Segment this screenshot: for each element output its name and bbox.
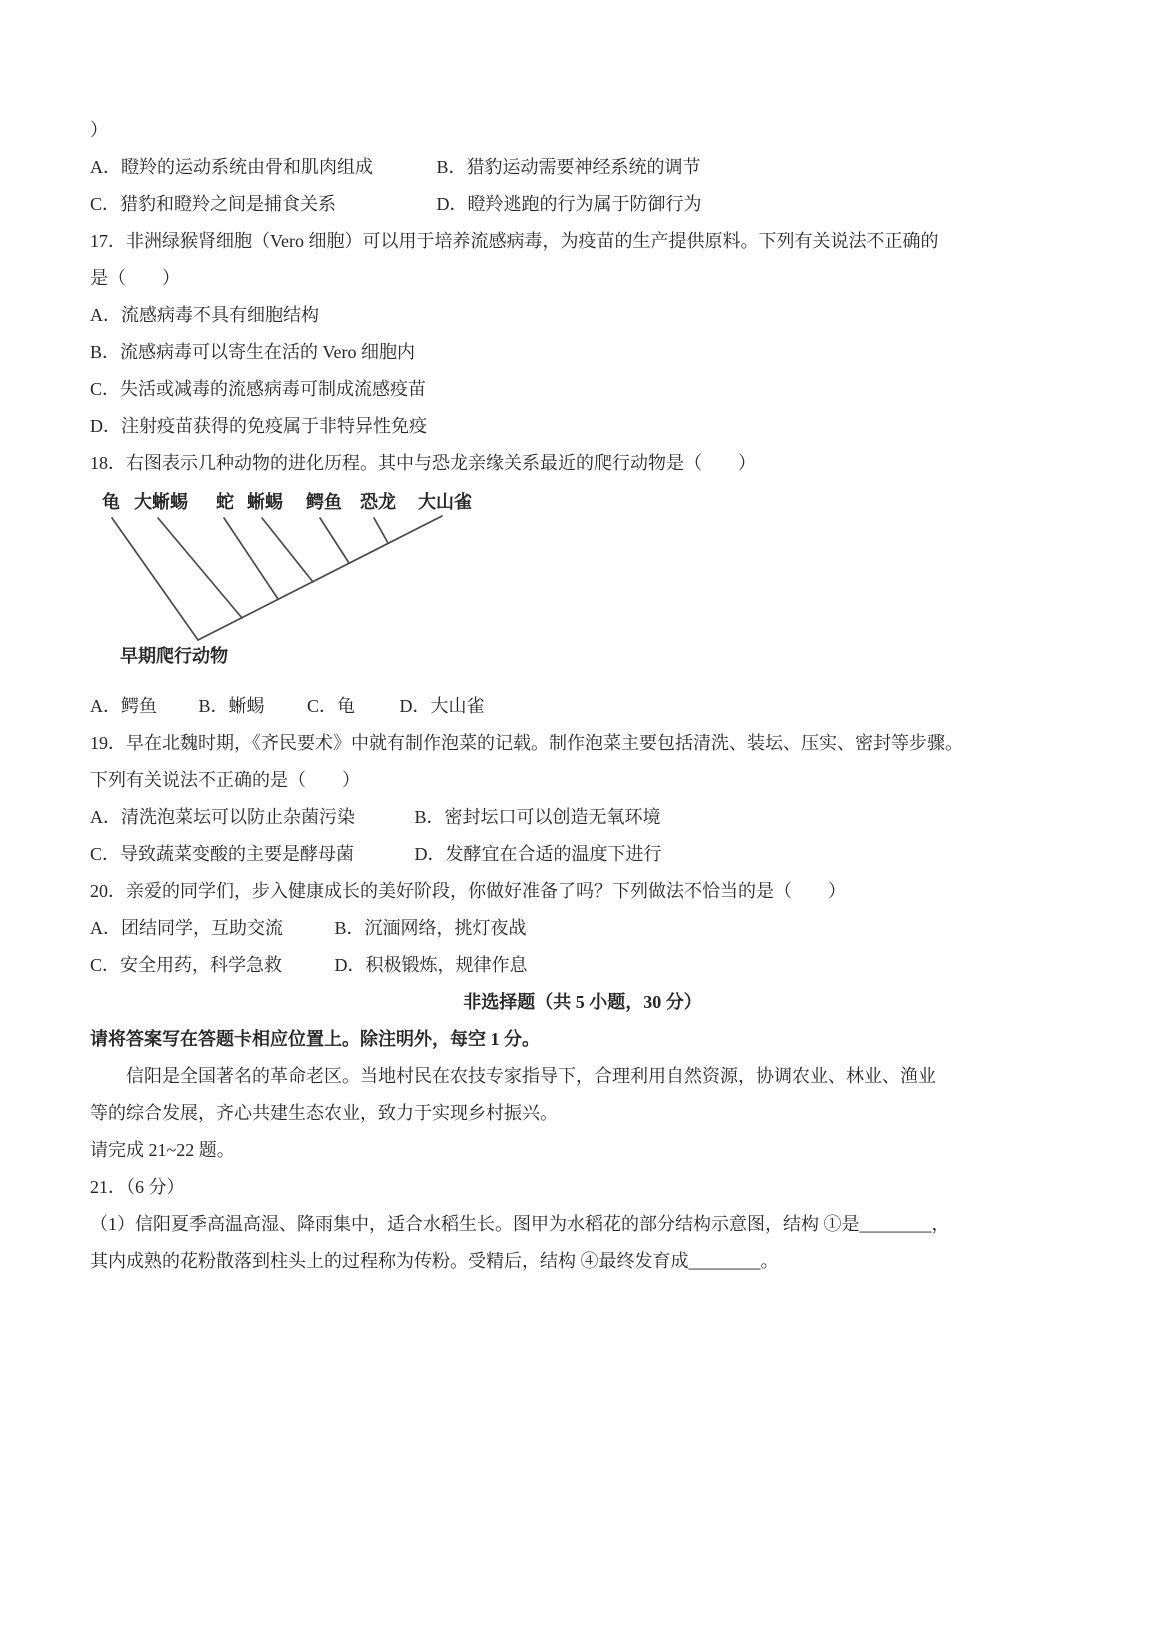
question-16-option-b: B．猎豹运动需要神经系统的调节 xyxy=(436,157,701,177)
question-19-options-ab xyxy=(90,799,1075,836)
exam-content xyxy=(90,112,1075,1280)
question-17-option-c: C．失活或减毒的流感病毒可制成流感疫苗 xyxy=(90,379,427,399)
question-18-option-c: C．龟 xyxy=(307,696,356,716)
question-21-head: 21．（6 分） xyxy=(90,1177,185,1197)
question-19-option-a: A．清洗泡菜坛可以防止杂菌污染 xyxy=(90,807,355,827)
phylogenetic-tree-figure xyxy=(90,488,550,684)
question-16-option-d: D．瞪羚逃跑的行为属于防御行为 xyxy=(436,194,702,214)
question-19-option-c: C．导致蔬菜变酸的主要是酵母菌 xyxy=(90,844,355,864)
question-20-stem: 20．亲爱的同学们，步入健康成长的美好阶段，你做好准备了吗？下列做法不恰当的是（ ） xyxy=(90,881,846,901)
question-16-tail-paren: ） xyxy=(90,120,108,140)
tree-taxon-crocodile: 鳄鱼 xyxy=(306,492,342,512)
question-16-options-ab xyxy=(90,149,1075,186)
question-21-line1: （1）信阳夏季高温高湿、降雨集中，适合水稻生长。图甲为水稻花的部分结构示意图，结构 ①是________， xyxy=(90,1214,950,1234)
question-19-stem-line1: 19．早在北魏时期，《齐民要术》中就有制作泡菜的记载。制作泡菜主要包括清洗、装坛、压实、密封等步骤。 xyxy=(90,733,963,753)
section-2-title: 非选择题（共 5 小题，30 分） xyxy=(463,992,702,1012)
question-20-option-d: D．积极锻炼，规律作息 xyxy=(334,955,528,975)
question-20-option-a: A．团结同学，互助交流 xyxy=(90,918,283,938)
question-19-options-cd xyxy=(90,836,1075,873)
passage-line-3: 请完成 21~22 题。 xyxy=(90,1140,235,1160)
question-16-option-c: C．猎豹和瞪羚之间是捕食关系 xyxy=(90,194,337,214)
question-19-option-d: D．发酵宜在合适的温度下进行 xyxy=(414,844,662,864)
question-20-option-c: C．安全用药，科学急救 xyxy=(90,955,283,975)
tree-taxon-dinosaur: 恐龙 xyxy=(360,492,396,512)
question-17-option-a: A．流感病毒不具有细胞结构 xyxy=(90,305,319,325)
question-17-option-d: D．注射疫苗获得的免疫属于非特异性免疫 xyxy=(90,416,427,436)
question-18-option-d: D．大山雀 xyxy=(399,696,485,716)
passage-line-1: 信阳是全国著名的革命老区。当地村民在农技专家指导下，合理利用自然资源，协调农业、林业、渔业 xyxy=(126,1066,936,1086)
question-18-option-b: B．蜥蜴 xyxy=(198,696,265,716)
question-17-stem-line1: 17．非洲绿猴肾细胞（Vero 细胞）可以用于培养流感病毒，为疫苗的生产提供原料。下列有关说法不正确的 xyxy=(90,231,939,251)
question-16-options-cd xyxy=(90,186,1075,223)
question-20-options-ab xyxy=(90,910,1075,947)
question-18-stem: 18．右图表示几种动物的进化历程。其中与恐龙亲缘关系最近的爬行动物是（ ） xyxy=(90,453,756,473)
section-2-note: 请将答案写在答题卡相应位置上。除注明外，每空 1 分。 xyxy=(90,1029,540,1049)
tree-taxon-great-tit: 大山雀 xyxy=(418,492,472,512)
question-17-option-b: B．流感病毒可以寄生在活的 Vero 细胞内 xyxy=(90,342,415,362)
question-20-option-b: B．沉湎网络，挑灯夜战 xyxy=(334,918,527,938)
question-21-line2: 其内成熟的花粉散落到柱头上的过程称为传粉。受精后，结构 ④最终发育成________。 xyxy=(90,1251,779,1271)
passage-line-2: 等的综合发展，齐心共建生态农业，致力于实现乡村振兴。 xyxy=(90,1103,558,1123)
question-20-options-cd xyxy=(90,947,1075,984)
question-19-stem-line2: 下列有关说法不正确的是（ ） xyxy=(90,770,360,790)
question-18-option-a: A．鳄鱼 xyxy=(90,696,157,716)
tree-taxon-snake: 蛇 xyxy=(216,492,234,512)
tree-taxon-turtle: 龟 xyxy=(102,492,120,512)
question-16-option-a: A．瞪羚的运动系统由骨和肌肉组成 xyxy=(90,157,373,177)
tree-taxon-monitor-lizard: 大蜥蜴 xyxy=(134,492,188,512)
tree-root-label: 早期爬行动物 xyxy=(120,646,228,666)
question-19-option-b: B．密封坛口可以创造无氧环境 xyxy=(414,807,661,827)
tree-taxon-lizard: 蜥蜴 xyxy=(247,492,283,512)
question-17-stem-line2: 是（ ） xyxy=(90,268,180,288)
question-18-options xyxy=(90,688,1075,725)
